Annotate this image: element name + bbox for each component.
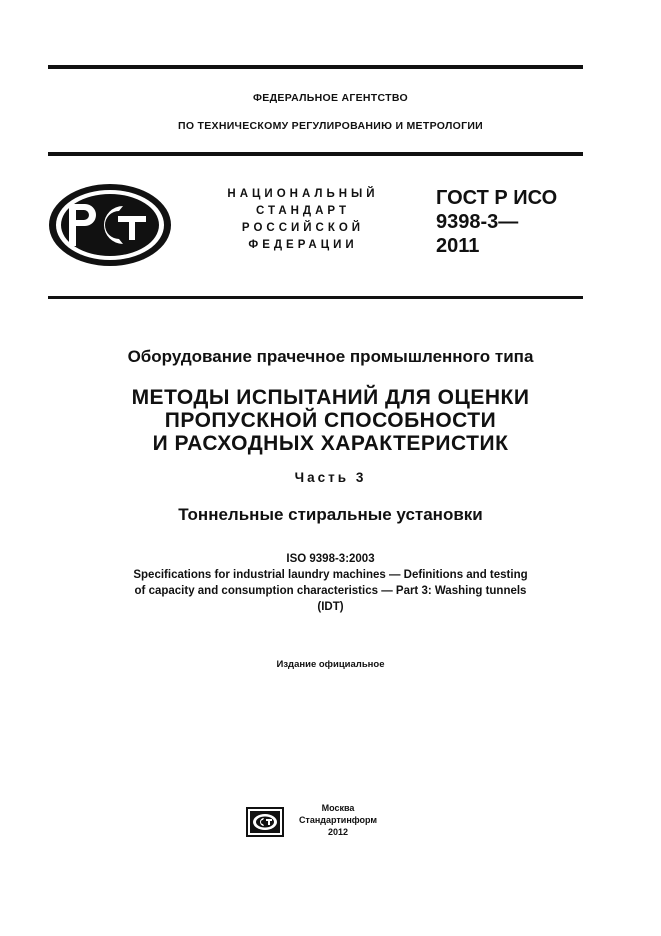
header-rule (48, 152, 583, 156)
agency-line-1: ФЕДЕРАЛЬНОЕ АГЕНТСТВО (253, 92, 408, 104)
agency-line-2: ПО ТЕХНИЧЕСКОМУ РЕГУЛИРОВАНИЮ И МЕТРОЛОГИИ (177, 120, 484, 132)
iso-reference (0, 551, 661, 615)
edition-label: Издание официальное (276, 659, 385, 670)
national-line: НАЦИОНАЛЬНЫЙ (227, 188, 379, 200)
title-line: МЕТОДЫ ИСПЫТАНИЙ ДЛЯ ОЦЕНКИ (131, 386, 530, 409)
standard-block-rule (48, 296, 583, 299)
publisher-year: 2012 (327, 827, 349, 837)
national-line: ФЕДЕРАЦИИ (248, 239, 358, 251)
standartinform-logo-icon (246, 807, 284, 837)
national-line: СТАНДАРТ (256, 205, 350, 217)
gost-line: 9398-3— (436, 211, 519, 233)
iso-line: Specifications for industrial laundry machines — Definitions and testing (133, 569, 528, 581)
document-subject: Оборудование прачечное промышленного типа (127, 347, 534, 366)
gost-designation (436, 186, 557, 258)
rst-certification-logo-icon (47, 182, 173, 268)
iso-line: ISO 9398-3:2003 (286, 553, 375, 565)
publisher-info (290, 802, 386, 838)
national-line: РОССИЙСКОЙ (241, 222, 365, 234)
gost-line: 2011 (436, 235, 480, 257)
gost-line: ГОСТ Р ИСО (436, 187, 558, 209)
publisher-city: Москва (321, 803, 355, 813)
title-line: И РАСХОДНЫХ ХАРАКТЕРИСТИК (152, 432, 509, 455)
part-name: Тоннельные стиральные установки (178, 505, 483, 524)
title-line: ПРОПУСКНОЙ СПОСОБНОСТИ (164, 409, 497, 432)
iso-line: (IDT) (317, 601, 344, 613)
top-rule (48, 65, 583, 69)
document-title (0, 386, 661, 455)
publisher-name: Стандартинформ (298, 815, 378, 825)
iso-line: of capacity and consumption characteristics — Part 3: Washing tunnels (134, 585, 527, 597)
national-standard-label (208, 186, 398, 254)
part-number: Часть 3 (294, 470, 367, 485)
